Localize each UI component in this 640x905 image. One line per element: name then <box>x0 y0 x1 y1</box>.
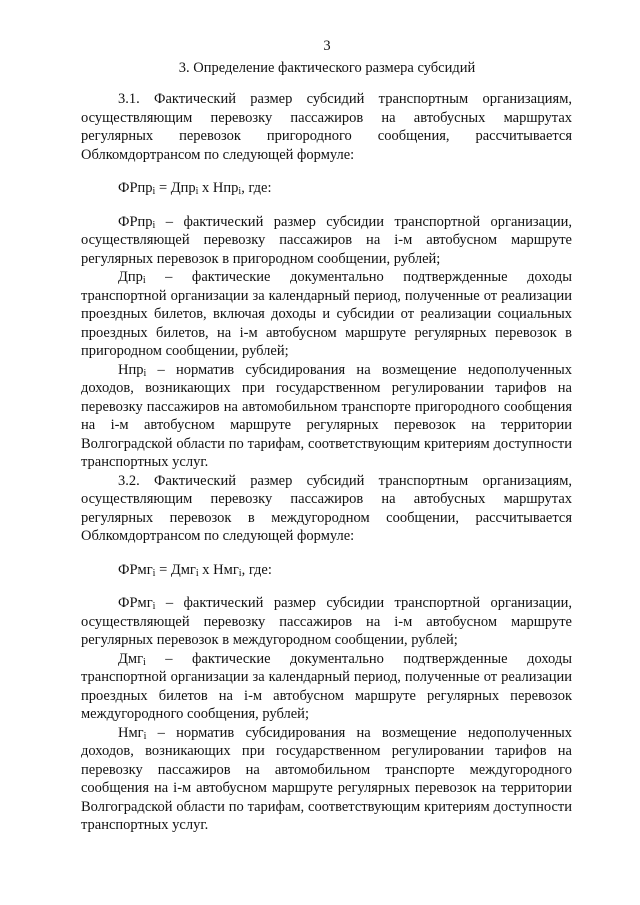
formula-tail: , где: <box>241 180 272 196</box>
body-text <box>81 90 572 835</box>
definition-term <box>118 651 146 667</box>
section-heading: 3. Определение фактического размера субсидий <box>178 60 476 76</box>
definition-term <box>118 214 155 230</box>
term-name: ФРпр <box>118 213 153 230</box>
formula-part: = Дмг <box>155 561 196 578</box>
formula-subscript: i <box>195 567 199 579</box>
formula-subscript: i <box>152 186 156 197</box>
formula-part: = Дпр <box>155 180 196 196</box>
formula-lhs: ФРпр <box>118 180 153 196</box>
definition-dpr <box>81 268 572 361</box>
formula-suburban <box>81 179 572 198</box>
paragraph-3-1: 3.1. Фактический размер субсидий транспортным организациям, осуществляющим перевозку пассажиров на автобусных маршрутах регулярных перевозок пригородного сообщения, рассчитывается Облкомдортрансом по следующей формуле: <box>81 91 572 163</box>
paragraph-3-2: 3.2. Фактический размер субсидий транспортным организациям, осуществляющим перевозку пассажиров на автобусных маршрутах регулярных перевозок в междугородном сообщении, рассчитывается Облкомдортрансом по следующей формуле: <box>81 472 572 544</box>
formula-subscript: i <box>195 186 199 197</box>
formula-tail: , где: <box>241 561 272 578</box>
formula-part: x Нпр <box>198 180 239 196</box>
term-subscript: i <box>152 601 156 612</box>
term-name: Нпр <box>118 361 144 378</box>
term-name: ФРмг <box>118 595 153 611</box>
definition-text: – норматив субсидирования на возмещение недополученных доходов, возникающих при государственном регулировании тарифов на перевозку пассажиров на автомобильном транспорте пригородного сообщения на i-м автобусном маршруте регулярных перевозок на территории Волгоградской области по тарифам, соответствующим критериям доступности транспортных услуг. <box>81 361 572 470</box>
page-number: 3 <box>323 38 331 54</box>
definition-term <box>118 595 155 611</box>
definition-term <box>118 269 146 285</box>
definition-term <box>118 725 146 741</box>
definition-dmg <box>81 650 572 724</box>
definition-frpr <box>81 213 572 269</box>
definition-text: – фактический размер субсидии транспортной организации, осуществляющей перевозку пассажиров на i-м автобусном маршруте регулярных перевозок в пригородном сообщении, рублей; <box>81 213 572 267</box>
term-name: Дпр <box>118 269 143 285</box>
term-subscript: i <box>143 730 147 742</box>
definition-npr <box>81 361 572 472</box>
definition-term <box>118 362 146 378</box>
definition-text: – фактические документально подтвержденные доходы транспортной организации за календарный период, полученные от реализации проездных билетов на i-м автобусном маршруте регулярных перевозок междугородного сообщения, рублей; <box>81 650 572 722</box>
formula-part: x Нмг <box>198 561 239 578</box>
definition-frmg <box>81 594 572 650</box>
term-subscript: i <box>143 656 146 668</box>
formula-subscript: i <box>238 567 242 579</box>
formula-lhs: ФРмг <box>118 561 153 578</box>
formula-subscript: i <box>238 186 242 197</box>
term-subscript: i <box>152 219 156 231</box>
term-name: Нмг <box>118 724 144 741</box>
definition-text: – фактические документально подтвержденные доходы транспортной организации за календарный период, полученные от реализации проездных билетов, включая доходы и субсидии от реализации социальных проездных билетов, на i-м автобусном маршруте регулярных перевозок в пригородном сообщении, рублей; <box>81 269 572 359</box>
formula-subscript: i <box>152 567 156 579</box>
formula-intercity <box>81 561 572 580</box>
term-name: Дмг <box>118 650 144 667</box>
term-subscript: i <box>143 367 147 379</box>
definition-text: – норматив субсидирования на возмещение недополученных доходов, возникающих при государственном регулировании тарифов на перевозку пассажиров на автомобильном транспорте междугородного сообщения на i-м автобусном маршруте регулярных перевозок на территории Волгоградской области по тарифам, соответствующим критериям доступности транспортных услуг. <box>81 724 572 833</box>
definition-text: – фактический размер субсидии транспортной организации, осуществляющей перевозку пассажиров на i-м автобусном маршруте регулярных перевозок в междугородном сообщении, рублей; <box>81 595 572 648</box>
term-subscript: i <box>142 275 146 286</box>
definition-nmg <box>81 724 572 835</box>
